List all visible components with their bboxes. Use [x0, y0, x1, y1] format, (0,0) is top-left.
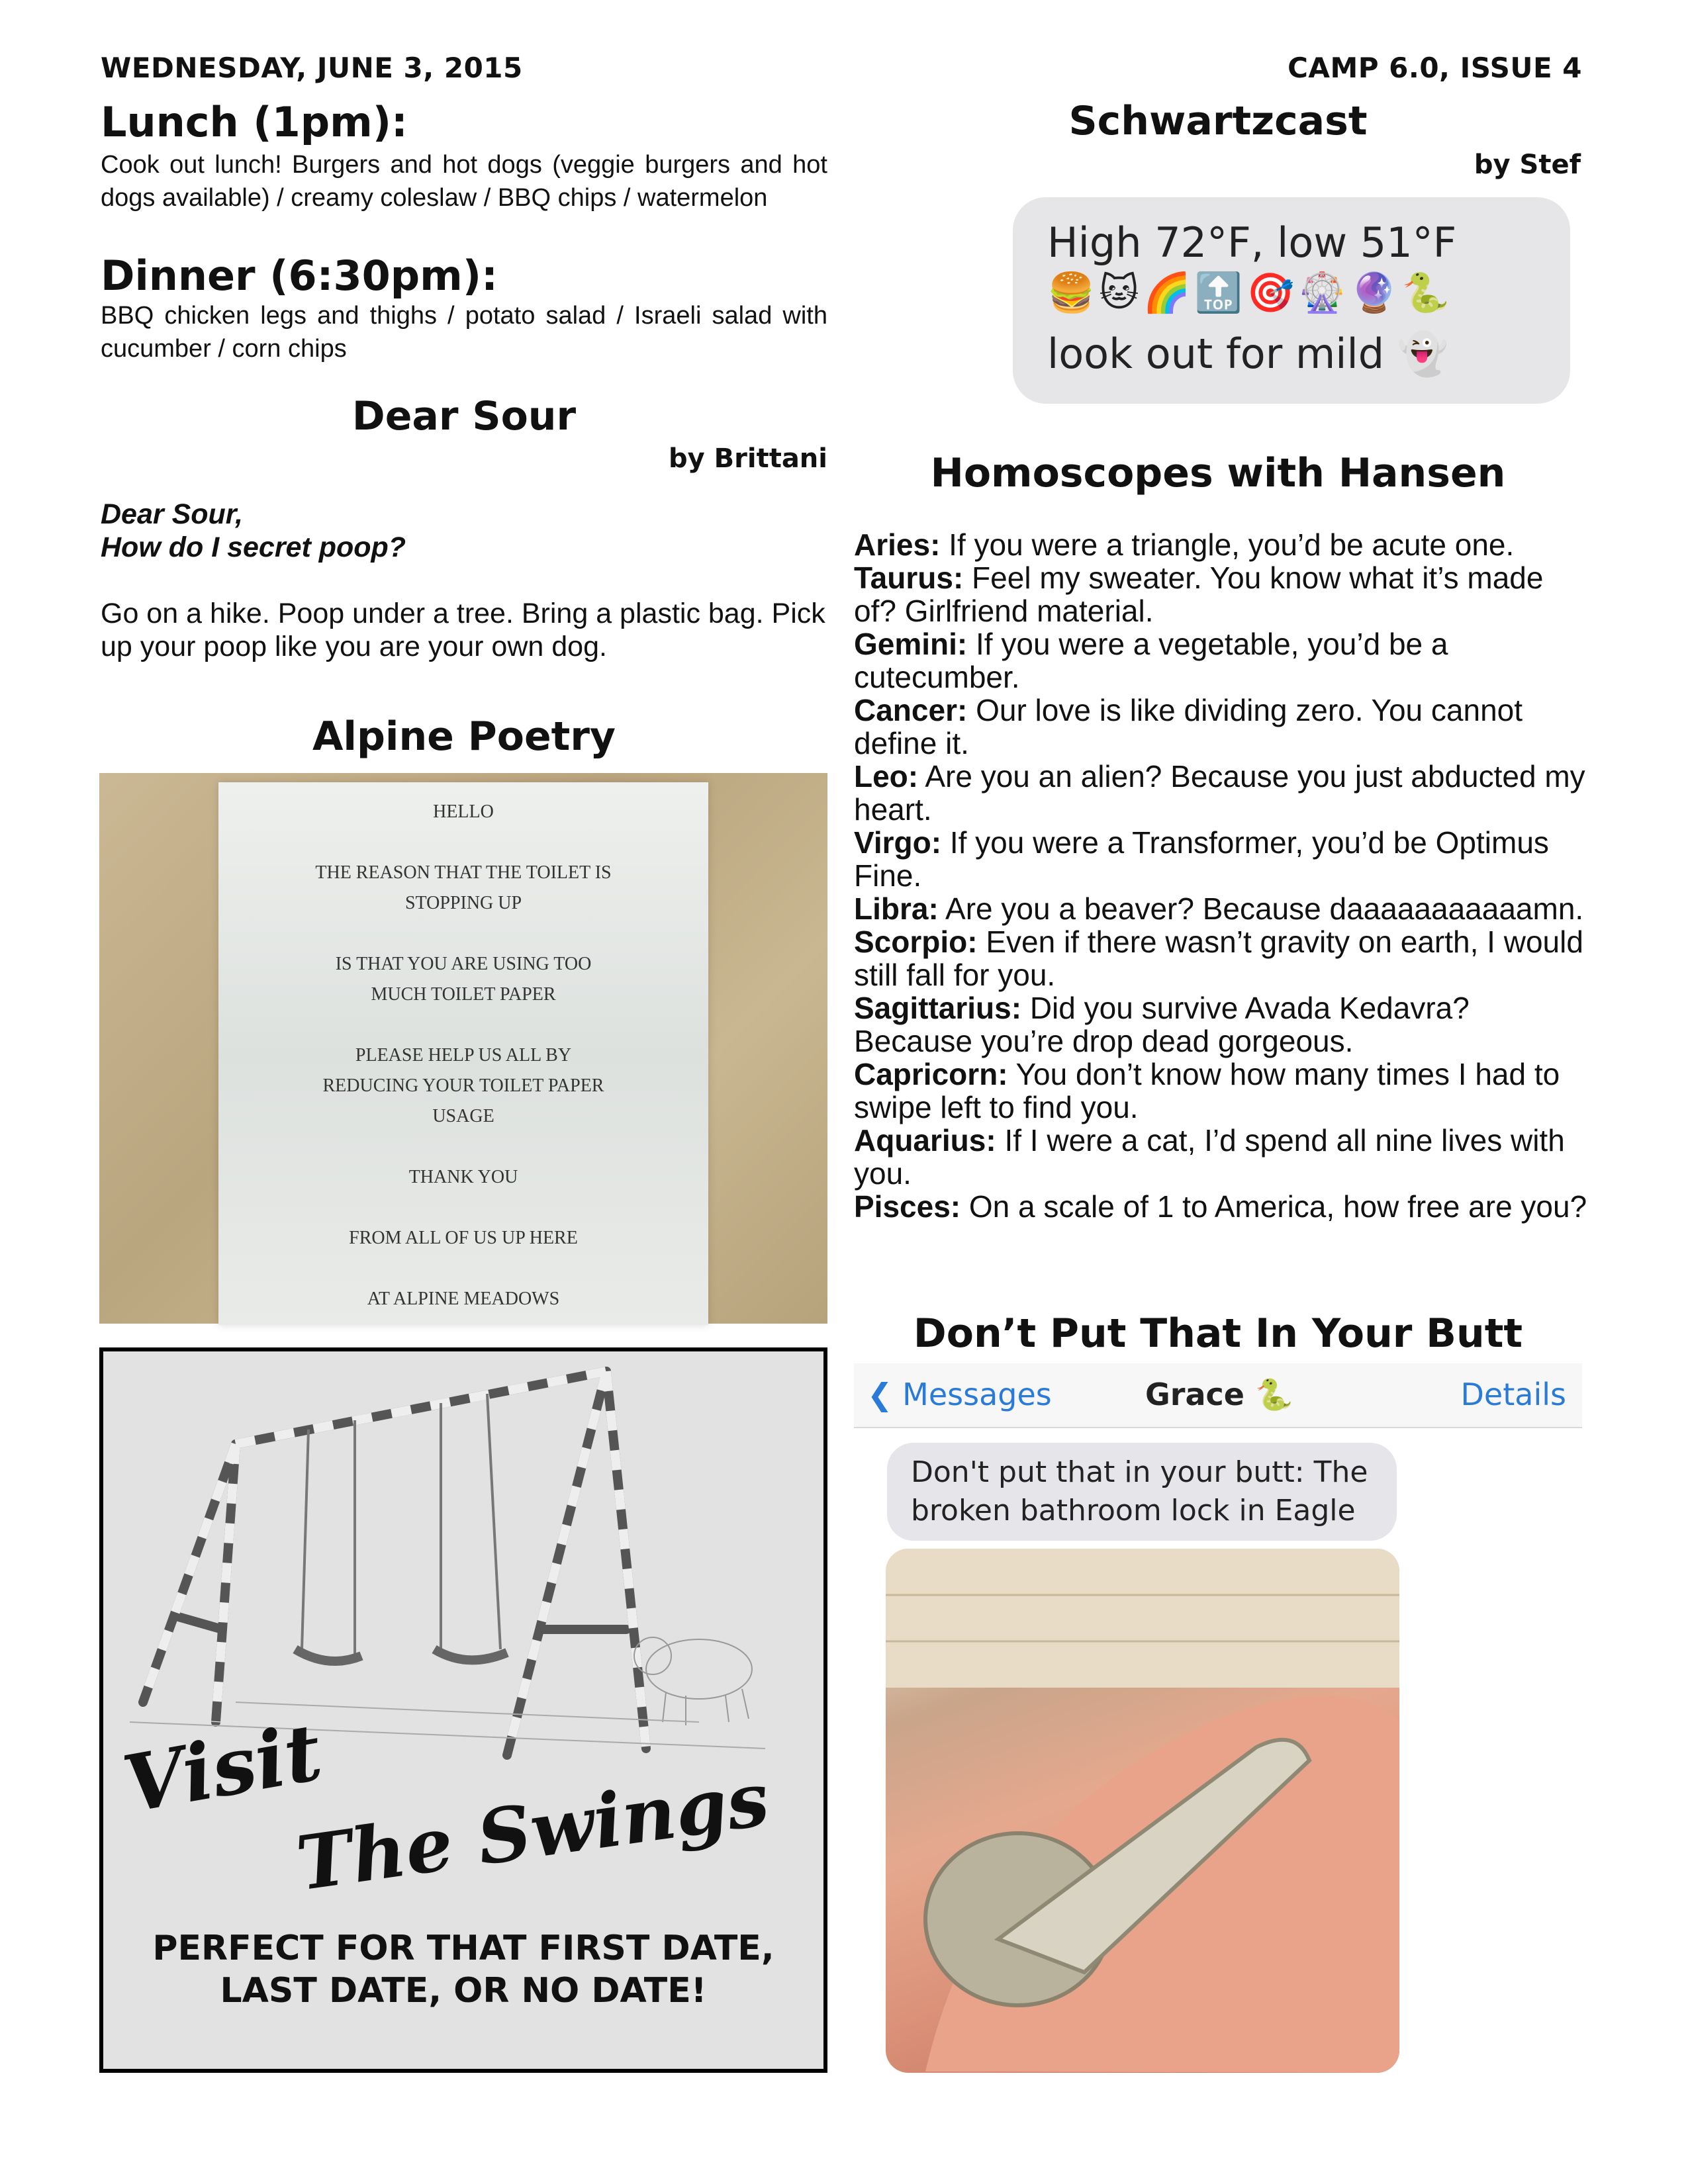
- horoscope-entry: [854, 892, 1589, 925]
- dear-sour-title: Dear Sour: [352, 393, 577, 439]
- horoscope-entry: [854, 991, 1589, 1058]
- horoscope-sign: Libra:: [854, 891, 939, 926]
- horoscope-text: Even if there wasn’t gravity on earth, I would still fall for you.: [854, 925, 1583, 992]
- dear-sour-answer: Go on a hike. Poop under a tree. Bring a plastic bag. Pick up your poop like you are your own dog.: [101, 598, 825, 662]
- weather-temps: High 72°F, low 51°F: [1047, 218, 1457, 267]
- horoscope-text: Are you an alien? Because you just abducted my heart.: [854, 759, 1585, 827]
- horoscope-text: You don’t know how many times I had to swipe left to find you.: [854, 1057, 1560, 1124]
- horoscope-sign: Leo:: [854, 759, 919, 794]
- horoscope-text: Did you survive Avada Kedavra? Because you’re drop dead gorgeous.: [854, 991, 1470, 1058]
- dear-sour-byline: by Brittani: [669, 443, 827, 474]
- sign-line: FROM ALL OF US UP HERE: [349, 1228, 578, 1248]
- sign-line: MUCH TOILET PAPER: [371, 984, 556, 1005]
- homoscopes-title: Homoscopes with Hansen: [930, 450, 1506, 496]
- sign-line: HELLO: [433, 801, 494, 822]
- horoscope-entry: [854, 826, 1589, 892]
- sign-line: USAGE: [432, 1106, 494, 1126]
- lunch-title: Lunch (1pm):: [101, 98, 408, 146]
- horoscope-text: Our love is like dividing zero. You cannot define it.: [854, 693, 1523, 760]
- horoscope-text: If you were a triangle, you’d be acute one.: [940, 527, 1515, 562]
- wall-tiles: [886, 1549, 1399, 1688]
- swing-seat-2: [434, 1649, 507, 1660]
- sign-line: [218, 919, 708, 949]
- horoscope-sign: Virgo:: [854, 825, 942, 860]
- issue-date: WEDNESDAY, JUNE 3, 2015: [101, 52, 523, 84]
- broken-lock-illustration: [886, 1549, 1399, 2073]
- weather-emoji-line: 🍔🐱🌈🔝🎯🎡🔮🐍: [1047, 270, 1454, 315]
- message-bubble: Don't put that in your butt: The broken bathroom lock in Eagle: [887, 1443, 1397, 1541]
- horoscope-text: If you were a Transformer, you’d be Optimus Fine.: [854, 825, 1549, 893]
- weather-warning: look out for mild 👻: [1047, 330, 1449, 378]
- sign-line: [218, 1193, 708, 1223]
- details-button[interactable]: Details: [1460, 1377, 1566, 1412]
- swings-tagline-1: PERFECT FOR THAT FIRST DATE,: [152, 1929, 774, 1968]
- dear-sour-question: How do I secret poop?: [101, 531, 406, 563]
- horoscope-sign: Capricorn:: [854, 1057, 1008, 1091]
- dinner-title: Dinner (6:30pm):: [101, 251, 498, 300]
- horoscope-entry: [854, 1124, 1589, 1190]
- contact-name: Grace 🐍: [1145, 1377, 1293, 1412]
- butt-title: Don’t Put That In Your Butt: [913, 1310, 1523, 1357]
- horoscope-entry: [854, 694, 1589, 760]
- horoscope-entry: [854, 528, 1589, 561]
- horoscope-text: If I were a cat, I’d spend all nine lives with you.: [854, 1123, 1565, 1191]
- chevron-left-icon: ❮: [867, 1377, 893, 1412]
- schwartzcast-title: Schwartzcast: [1068, 98, 1368, 144]
- broken-lock-photo: [886, 1549, 1399, 2073]
- sign-line: [218, 1253, 708, 1284]
- messages-nav-bar: [854, 1363, 1582, 1428]
- swing-crossbar-left: [176, 1616, 222, 1629]
- horoscope-sign: Aquarius:: [854, 1123, 996, 1158]
- swings-tagline-2: LAST DATE, OR NO DATE!: [220, 1971, 707, 2011]
- back-button[interactable]: [867, 1377, 1052, 1412]
- horoscope-text: Feel my sweater. You know what it’s made of? Girlfriend material.: [854, 561, 1544, 628]
- horoscope-sign: Pisces:: [854, 1189, 961, 1224]
- horoscope-text: On a scale of 1 to America, how free are you?: [961, 1189, 1587, 1224]
- sign-line: PLEASE HELP US ALL BY: [355, 1045, 572, 1066]
- horoscope-sign: Aries:: [854, 527, 941, 562]
- back-label: Messages: [902, 1377, 1052, 1412]
- weather-bubble: [1013, 197, 1570, 404]
- alpine-sign-photo: [99, 773, 827, 1324]
- dear-sour-question-salutation: Dear Sour,: [101, 498, 244, 530]
- sign-line: AT ALPINE MEADOWS: [367, 1289, 560, 1309]
- visit-script: Visit: [117, 1706, 328, 1831]
- sign-line: [218, 1010, 708, 1040]
- horoscope-text: If you were a vegetable, you’d be a cutecumber.: [854, 627, 1448, 694]
- sign-line: THANK YOU: [408, 1167, 518, 1187]
- dinner-text: BBQ chicken legs and thighs / potato salad / Israeli salad with cucumber / corn chips: [101, 302, 827, 363]
- lunch-text: Cook out lunch! Burgers and hot dogs (veggie burgers and hot dogs available) / creamy coleslaw / BBQ chips / watermelon: [101, 151, 827, 212]
- horoscope-entry: [854, 561, 1589, 627]
- sign-line: [218, 1132, 708, 1162]
- swing-chain: [487, 1394, 500, 1649]
- horoscope-entry: [854, 627, 1589, 694]
- swing-seat-1: [295, 1649, 361, 1661]
- horoscope-sign: Gemini:: [854, 627, 968, 661]
- alpine-poetry-title: Alpine Poetry: [312, 713, 616, 760]
- sign-line: REDUCING YOUR TOILET PAPER: [322, 1075, 604, 1096]
- bear-sketch: [634, 1637, 752, 1725]
- horoscope-entry: [854, 925, 1589, 991]
- schwartzcast-byline: by Stef: [1474, 150, 1581, 180]
- swings-poster: [99, 1347, 827, 2073]
- swing-chain: [302, 1430, 308, 1649]
- issue-number: CAMP 6.0, ISSUE 4: [1288, 52, 1582, 84]
- horoscope-sign: Scorpio:: [854, 925, 978, 959]
- horoscope-sign: Sagittarius:: [854, 991, 1022, 1025]
- sign-line: IS THAT YOU ARE USING TOO: [335, 954, 592, 974]
- horoscope-entry: [854, 760, 1589, 826]
- sign-line: [218, 827, 708, 858]
- horoscope-sign: Cancer:: [854, 693, 968, 727]
- the-swings-script: The Swings: [291, 1755, 774, 1908]
- horoscope-entry: [854, 1190, 1589, 1223]
- sign-line: STOPPING UP: [404, 893, 522, 913]
- horoscope-text: Are you a beaver? Because daaaaaaaaaaamn.: [938, 891, 1584, 926]
- horoscope-entry: [854, 1058, 1589, 1124]
- sign-line: THE REASON THAT THE TOILET IS: [315, 862, 612, 883]
- horoscope-sign: Taurus:: [854, 561, 964, 595]
- homoscopes-list: [854, 528, 1589, 1223]
- toilet-paper-sign: [218, 782, 708, 1325]
